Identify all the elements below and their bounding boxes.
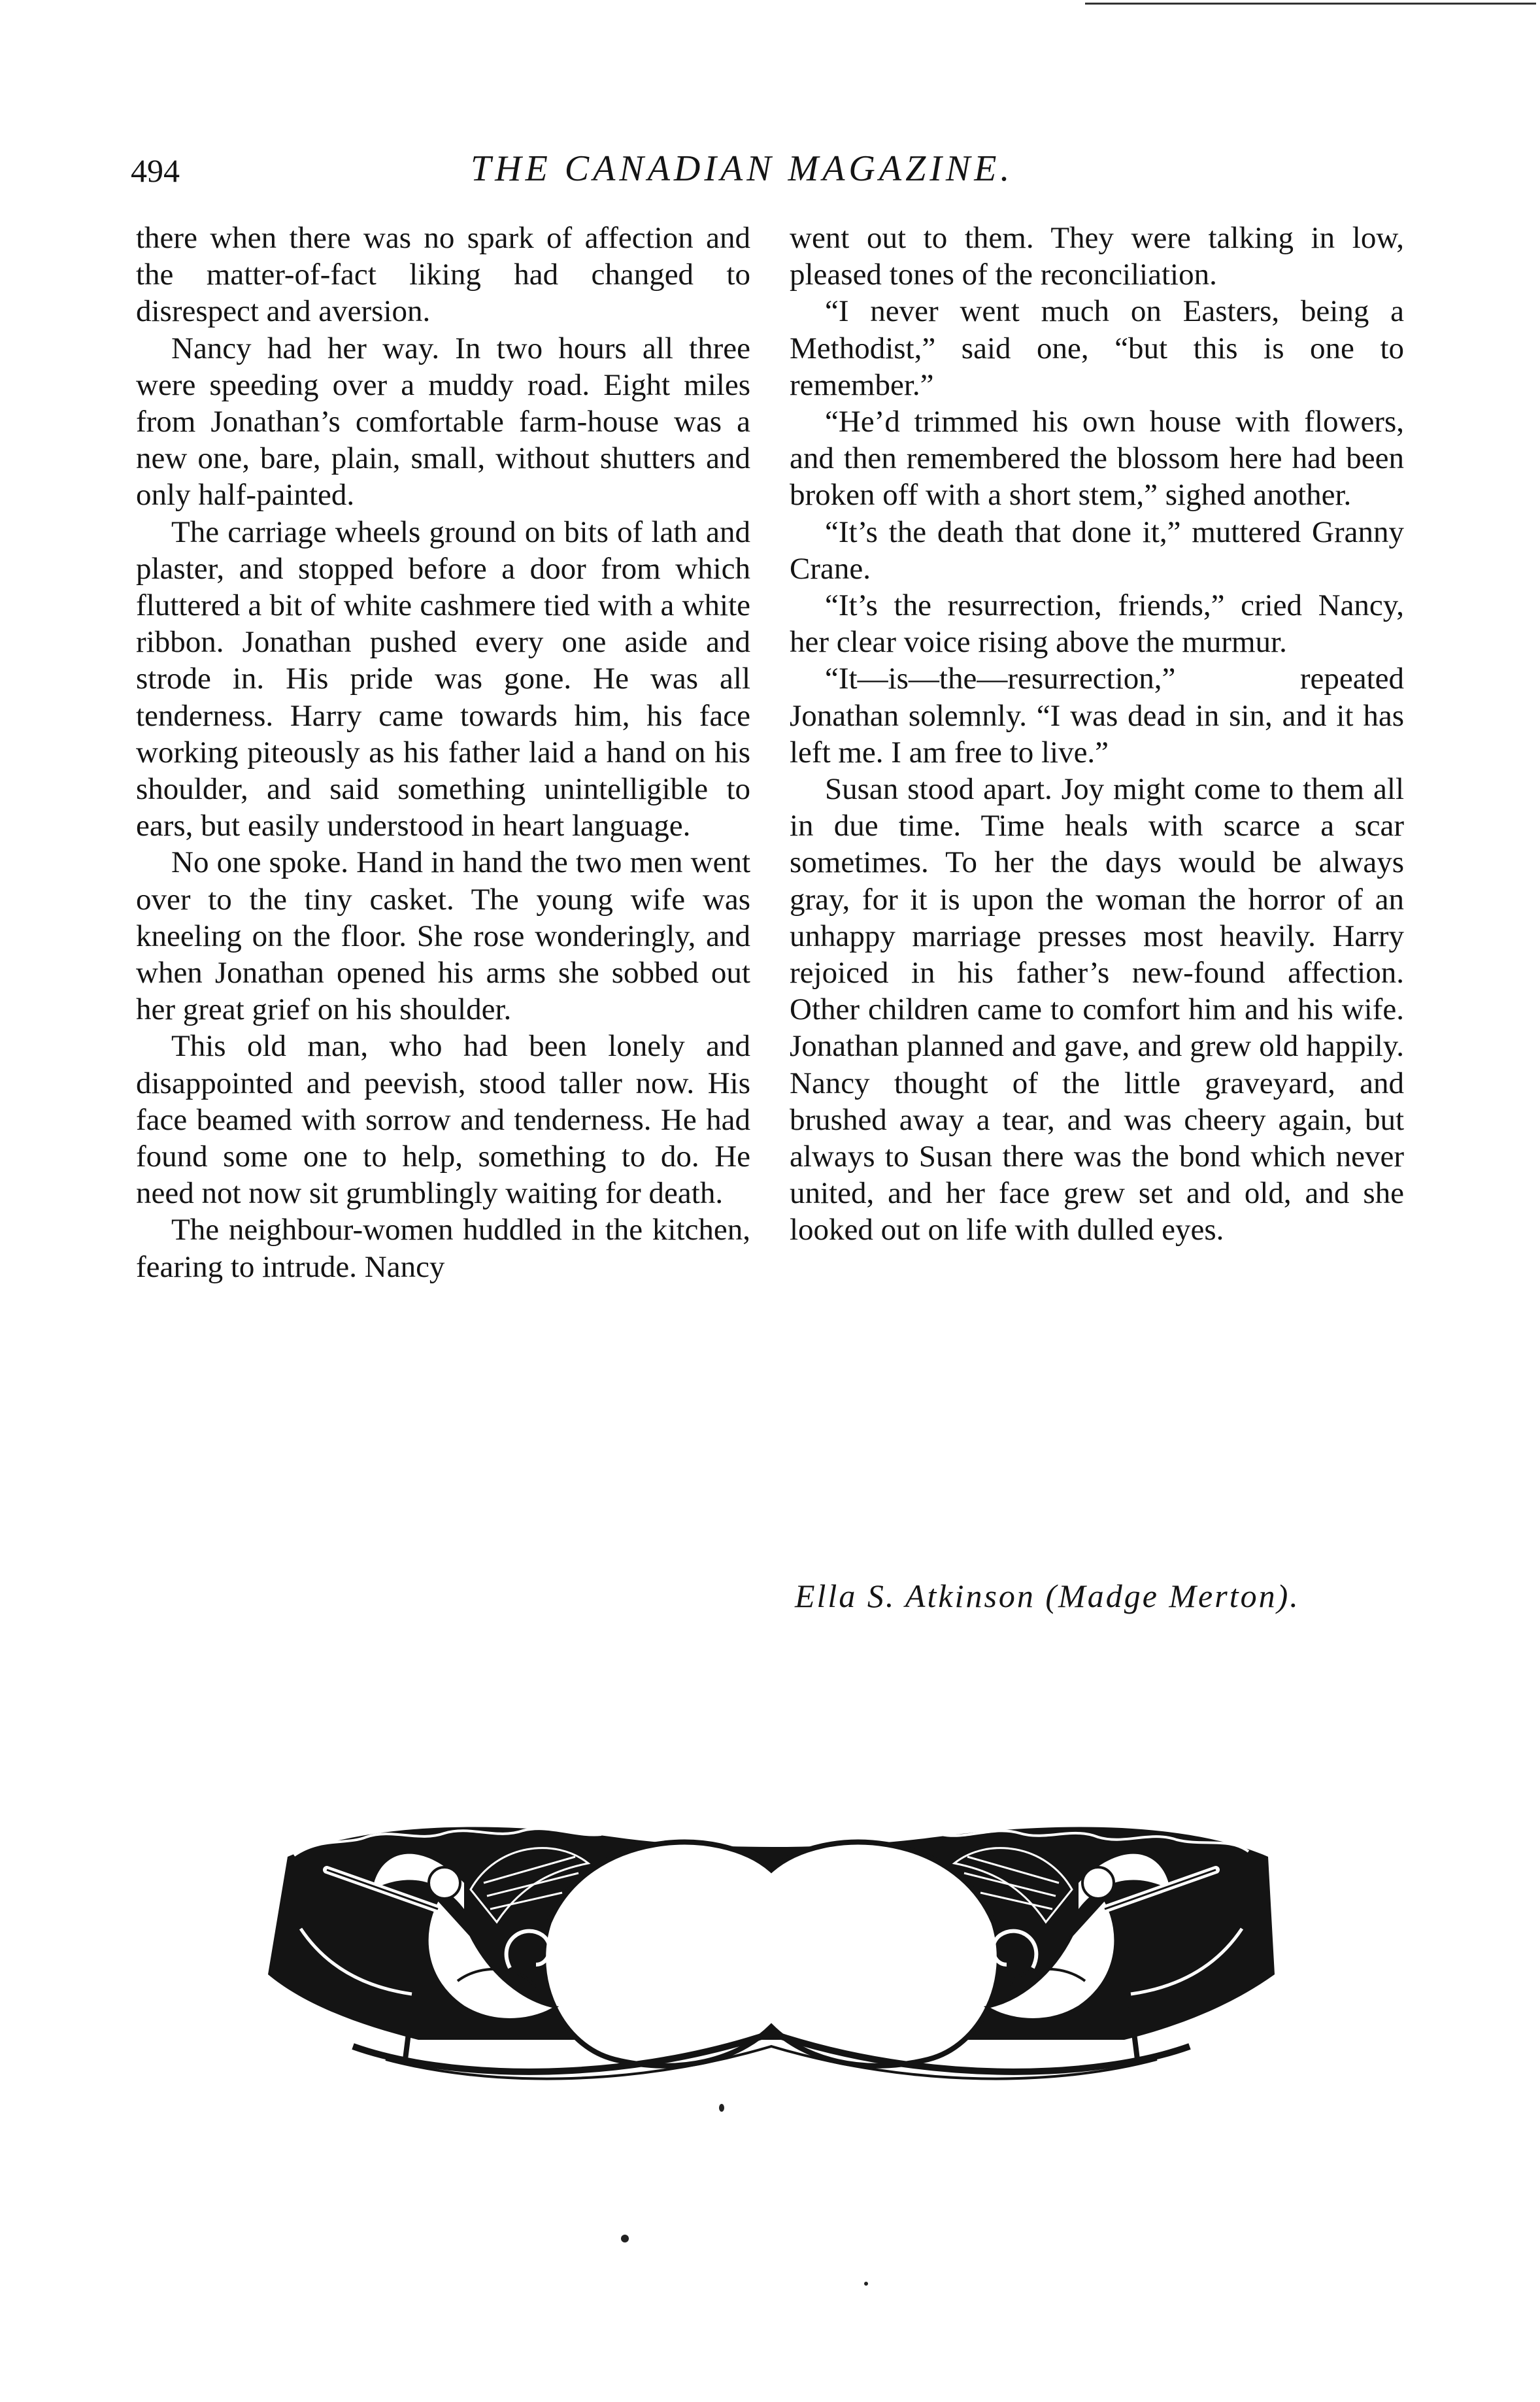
paragraph: “It’s the resurrection, friends,” cried Nancy, her clear voice rising above the murmur. [790,588,1404,660]
paragraph: No one spoke. Hand in hand the two men went over to the tiny casket. The young wife was kneeling on the floor. She rose wonderingly, and when Jonathan opened his arms she sobbed out her great grief on his shoulder. [136,845,750,1027]
paragraph: there when there was no spark of affection and the matter-of-fact liking had changed to disrespect and aversion. [136,221,750,329]
paragraph: went out to them. They were talking in low, pleased tones of the reconciliation. [790,221,1404,292]
paragraph: “It’s the death that done it,” muttered Granny Crane. [790,515,1404,586]
tailpiece-cherubs-ornament-icon [248,1811,1294,2092]
top-edge-rule [1085,3,1536,5]
paragraph: Nancy had her way. In two hours all three were speeding over a muddy road. Eight miles from Jonathan’s comfortable farm-house was a new one, bare, plain, small, without shutters and only half-painted. [136,331,750,513]
paragraph: The neighbour-women huddled in the kitchen, fearing to intrude. Nancy [136,1213,750,1284]
paragraph: This old man, who had been lonely and disappointed and peevish, stood taller now. His face beamed with sorrow and tenderness. He had found some one to help, something to do. He need not now sit grumblingly waiting for death. [136,1029,750,1211]
author-signature: Ella S. Atkinson (Madge Merton). [795,1578,1300,1614]
ink-speck [719,2104,724,2112]
ink-speck [864,2282,868,2286]
paragraph: “It—is—the—resurrection,” repeated Jonathan solemnly. “I was dead in sin, and it has left me. I am free to live.” [790,662,1404,770]
paragraph: “He’d trimmed his own house with flowers, and then remembered the blossom here had been broken off with a short stem,” sighed another. [790,405,1404,513]
ink-speck [621,2235,629,2242]
paragraph: The carriage wheels ground on bits of lath and plaster, and stopped before a door from which fluttered a bit of white cashmere tied with a white ribbon. Jonathan pushed every one aside and strode in. His pride was gone. He was all tenderness. Harry came towards him, his face working piteously as his father laid a hand on his shoulder, and said something unintelligible to ears, but easily understood in heart language. [136,515,750,843]
paragraph: Susan stood apart. Joy might come to them all in due time. Time heals with scarce a scar sometimes. To her the days would be always gray, for it is upon the woman the horror of an unhappy marriage presses most heavily. Harry rejoiced in his father’s new-found affection. Other children came to comfort him and his wife. Jonathan planned and gave, and grew old happily. Nancy thought of the little graveyard, and brushed away a tear, and was cheery again, but always to Susan there was the bond which never united, and her face grew set and old, and she looked out on life with dulled eyes. [790,772,1404,1247]
left-column [136,220,750,1285]
right-column [790,220,1404,1249]
page-number: 494 [131,152,180,189]
page-header [0,145,1540,197]
paragraph: “I never went much on Easters, being a Methodist,” said one, “but this is one to remember.” [790,294,1404,402]
running-head: THE CANADIAN MAGAZINE. [471,148,1014,189]
